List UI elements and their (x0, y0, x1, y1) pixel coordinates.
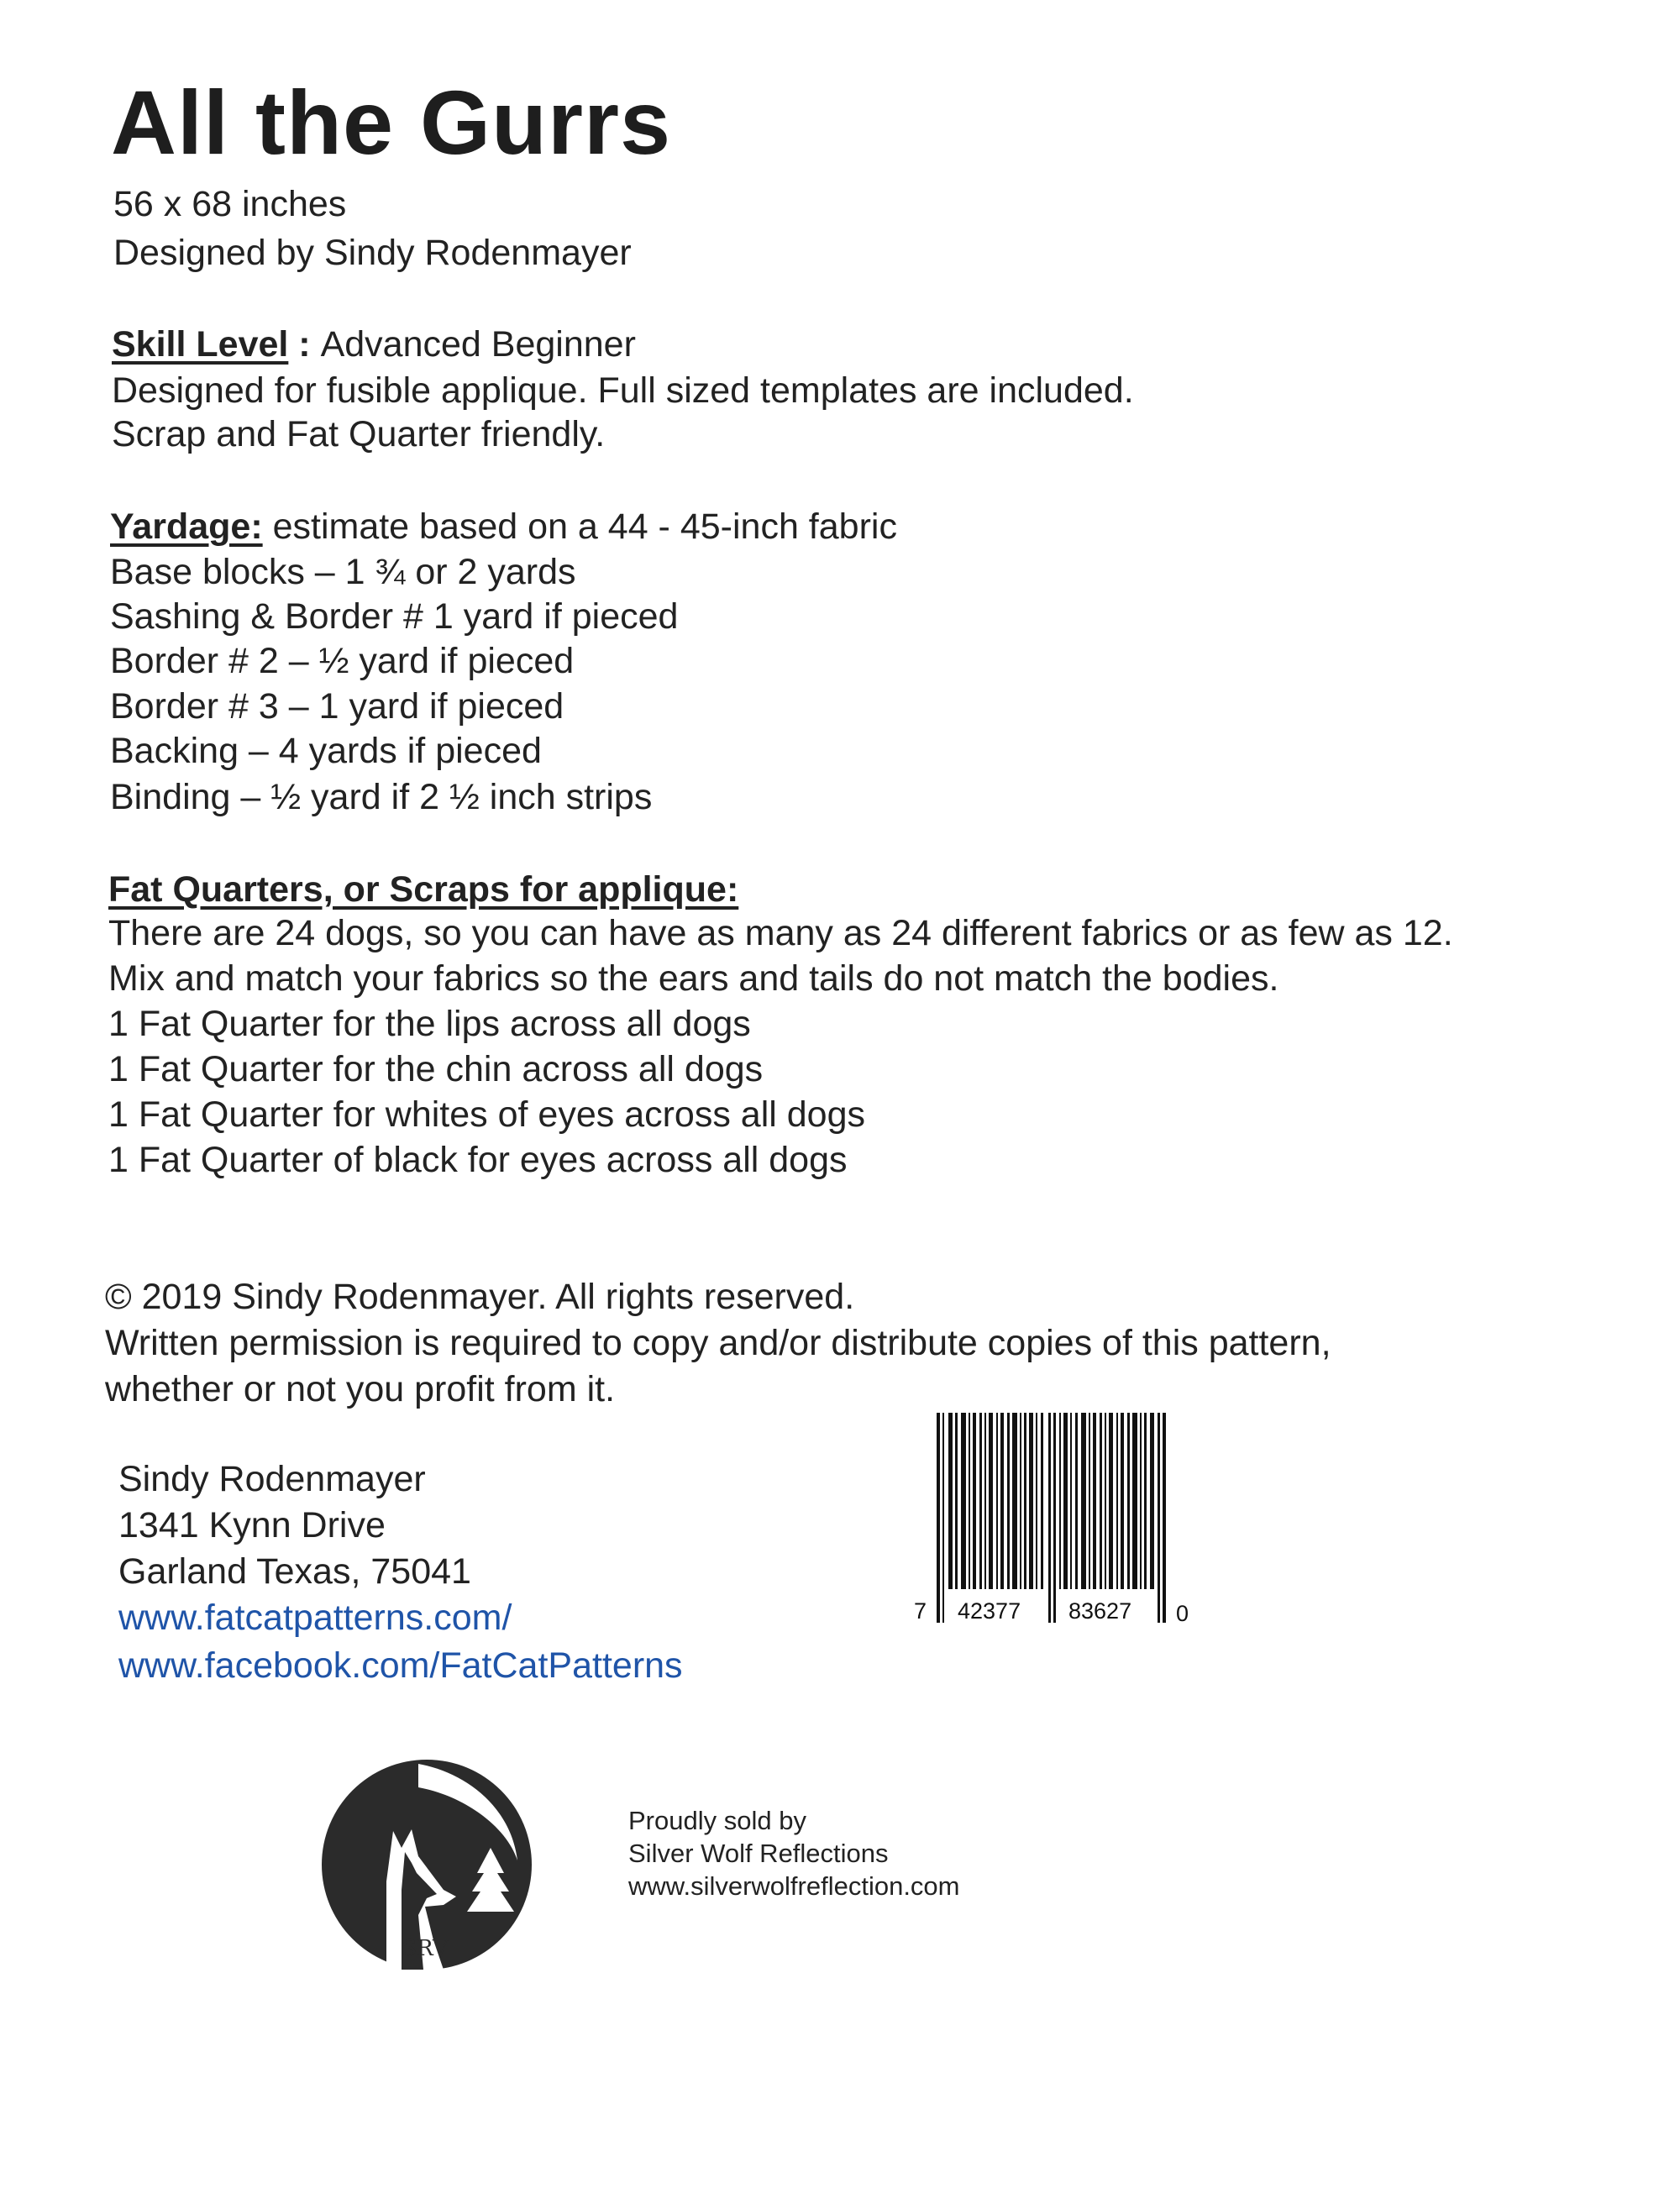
fat-quarter-item: Mix and match your fabrics so the ears and tails do not match the bodies. (108, 958, 1279, 999)
fat-quarter-item: 1 Fat Quarter for the lips across all dogs (108, 1004, 751, 1044)
contact-street: 1341 Kynn Drive (118, 1505, 386, 1545)
barcode-first-digit: 7 (914, 1598, 927, 1624)
yardage-item: Base blocks – 1 ¾ or 2 yards (110, 552, 576, 592)
yardage-note: estimate based on a 44 - 45-inch fabric (262, 506, 897, 547)
copyright-permission: Written permission is required to copy and/or distribute copies of this pattern, (105, 1323, 1331, 1363)
fat-quarter-item: 1 Fat Quarter for the chin across all dogs (108, 1049, 764, 1089)
copyright-notice: © 2019 Sindy Rodenmayer. All rights reserved. (105, 1277, 855, 1317)
skill-level-heading: Skill Level (112, 324, 289, 365)
yardage-item: Backing – 4 yards if pieced (110, 731, 542, 771)
yardage-item: Sashing & Border # 1 yard if pieced (110, 596, 679, 637)
silver-wolf-logo (318, 1755, 536, 1974)
quilt-size: 56 x 68 inches (113, 184, 347, 224)
seller-website[interactable]: www.silverwolfreflection.com (628, 1871, 960, 1901)
contact-name: Sindy Rodenmayer (118, 1459, 426, 1499)
fat-quarter-item: 1 Fat Quarter of black for eyes across all dogs (108, 1140, 848, 1180)
designer-credit: Designed by Sindy Rodenmayer (113, 233, 632, 273)
contact-city: Garland Texas, 75041 (118, 1551, 471, 1592)
barcode-left-digits: 42377 (958, 1598, 1021, 1624)
barcode-bars (937, 1413, 1166, 1623)
website-link[interactable]: www.fatcatpatterns.com/ (118, 1598, 512, 1638)
fat-quarter-item: There are 24 dogs, so you can have as many as 24 different fabrics or as few as 12. (108, 913, 1453, 953)
barcode-right-digits: 83627 (1068, 1598, 1132, 1624)
fat-quarter-item: 1 Fat Quarter for whites of eyes across all dogs (108, 1094, 866, 1135)
fat-quarters-heading: Fat Quarters, or Scraps for applique: (108, 869, 739, 910)
skill-level-value: Advanced Beginner (320, 324, 636, 365)
skill-level-separator: : (288, 324, 321, 365)
skill-level-row (112, 324, 636, 365)
barcode-last-digit: 0 (1176, 1601, 1189, 1626)
pattern-title: All the Gurrs (111, 71, 672, 173)
skill-note-1: Designed for fusible applique. Full sized templates are included. (112, 370, 1134, 411)
yardage-heading: Yardage: (110, 506, 263, 547)
seller-name: Silver Wolf Reflections (628, 1839, 889, 1868)
yardage-item: Binding – ½ yard if 2 ½ inch strips (110, 777, 653, 817)
logo-monogram: SRV (402, 1936, 449, 1961)
yardage-item: Border # 2 – ½ yard if pieced (110, 641, 575, 681)
yardage-row (110, 506, 897, 547)
seller-intro: Proudly sold by (628, 1806, 806, 1835)
facebook-link[interactable]: www.facebook.com/FatCatPatterns (118, 1645, 683, 1686)
copyright-profit: whether or not you profit from it. (105, 1369, 616, 1409)
skill-note-2: Scrap and Fat Quarter friendly. (112, 414, 606, 454)
upc-barcode (909, 1413, 1220, 1631)
yardage-item: Border # 3 – 1 yard if pieced (110, 686, 564, 727)
